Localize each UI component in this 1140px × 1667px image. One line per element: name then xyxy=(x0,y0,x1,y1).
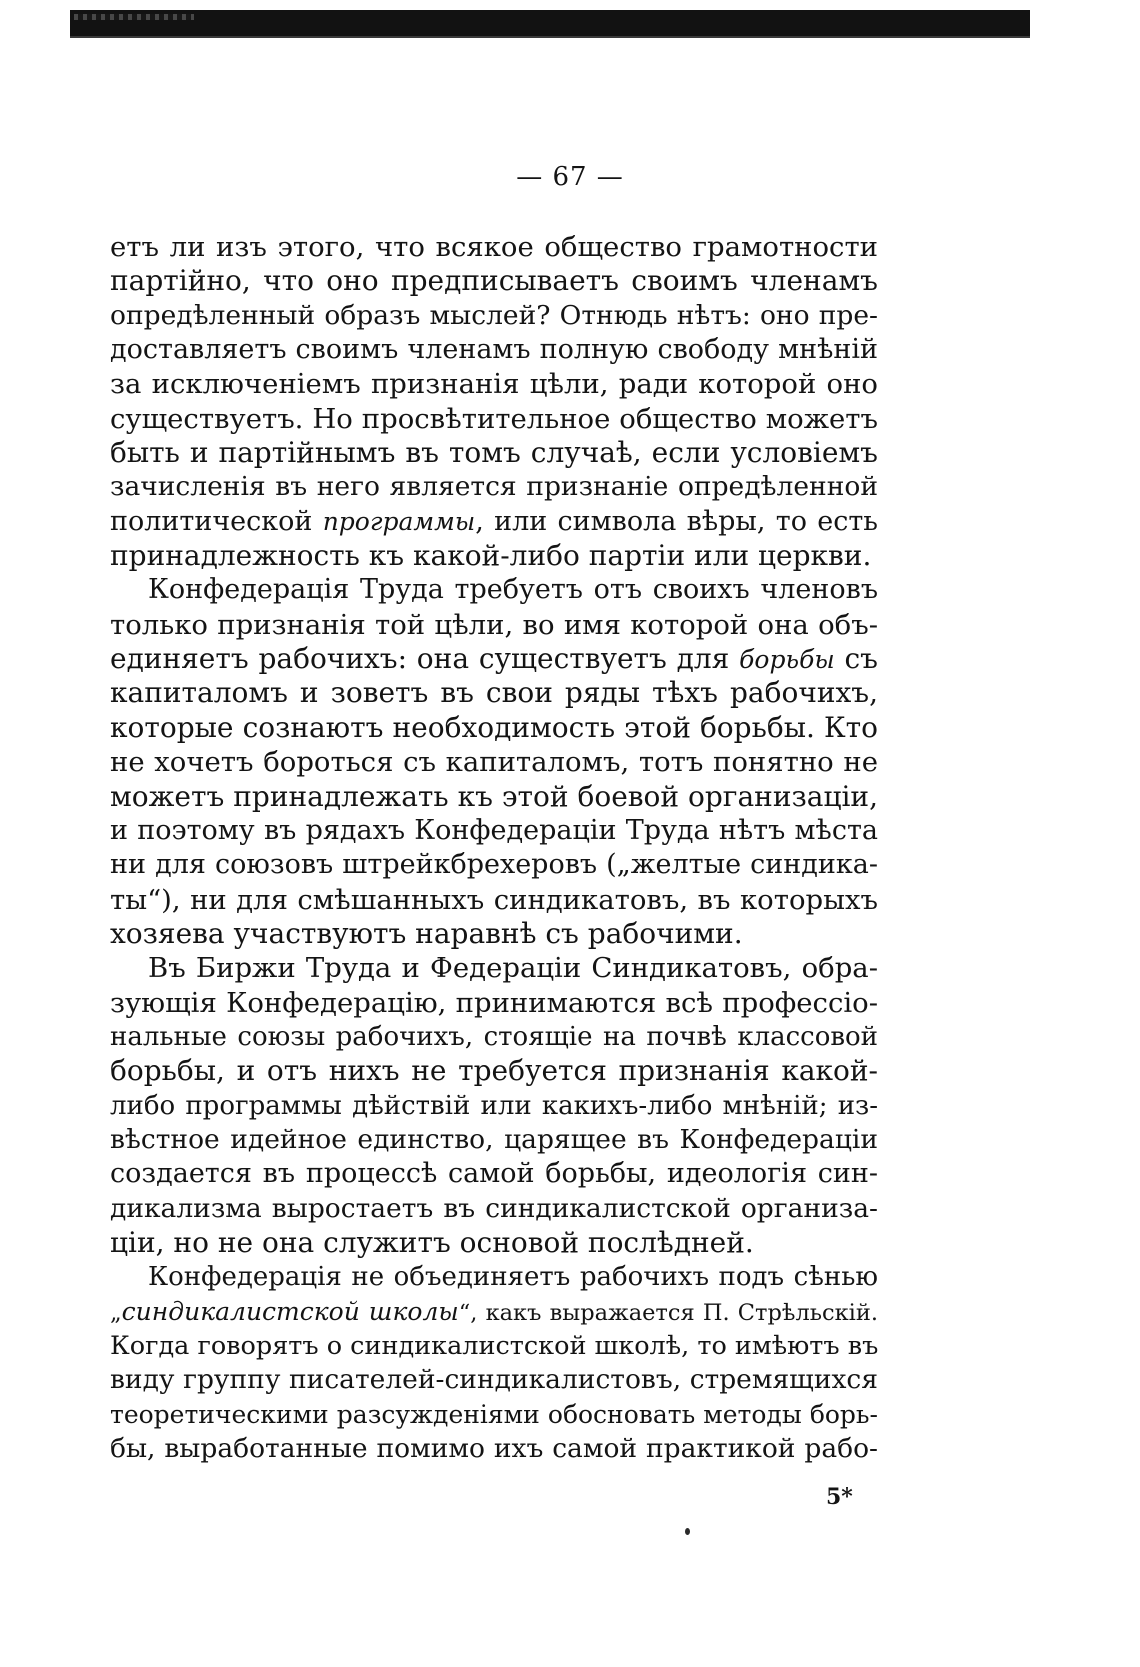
text-line: зующія Конфедерацію, принимаются всѣ профессіо- xyxy=(110,986,878,1019)
text-line: не хочетъ бороться съ капиталомъ, тотъ понятно не xyxy=(110,746,878,779)
text-line: единяетъ рабочихъ: она существуетъ для борьбы съ xyxy=(110,642,878,676)
scan-top-border xyxy=(70,10,1030,38)
text-line: Конфедерація не объединяетъ рабочихъ подъ сѣнью xyxy=(148,1262,878,1293)
text-line: ціи, но не она служитъ основой послѣдней. xyxy=(110,1225,754,1259)
printer-signature-mark: 5* xyxy=(826,1484,853,1510)
text-line: которые сознаютъ необходимость этой борьбы. Кто xyxy=(110,710,878,744)
text-line: либо программы дѣйствій или какихъ-либо мнѣній; из- xyxy=(110,1090,878,1121)
page-number: — 67 — xyxy=(516,162,624,192)
text-line: бы, выработанные помимо ихъ самой практикой рабо- xyxy=(110,1433,878,1465)
text-line: Конфедерація Труда требуетъ отъ своихъ членовъ xyxy=(148,574,878,606)
text-line: етъ ли изъ этого, что всякое общество грамотности xyxy=(110,231,878,263)
text-line: существуетъ. Но просвѣтительное общество можетъ xyxy=(110,402,878,435)
text-line: „синдикалистской школы“, какъ выражается П. Стрѣльскій. xyxy=(110,1296,878,1326)
text-line: борьбы, и отъ нихъ не требуется признанія какой- xyxy=(110,1054,878,1088)
italic-word: программы xyxy=(322,506,476,536)
text-line: быть и партійнымъ въ томъ случаѣ, если условіемъ xyxy=(110,436,878,470)
text-line: ты“), ни для смѣшанныхъ синдикатовъ, въ которыхъ xyxy=(110,883,878,916)
text-line: капиталомъ и зоветъ въ свои ряды тѣхъ рабочихъ, xyxy=(110,676,878,710)
text-line: вѣстное идейное единство, царящее въ Конфедераціи xyxy=(110,1123,878,1155)
text-line: дикализма выростаетъ въ синдикалистской организа- xyxy=(110,1192,878,1224)
text-line: партійно, что оно предписываетъ своимъ членамъ xyxy=(110,264,878,298)
text-line: зачисленія въ него является признаніе опредѣленной xyxy=(110,471,878,503)
text-line: за исключеніемъ признанія цѣли, ради которой оно xyxy=(110,368,878,401)
scan-speck xyxy=(685,1528,690,1535)
text-line: только признанія той цѣли, во имя которой она объ- xyxy=(110,608,878,641)
italic-word: борьбы xyxy=(739,645,835,675)
text-line: виду группу писателей-синдикалистовъ, стремящихся xyxy=(110,1364,878,1396)
text-line: политической программы, или символа вѣры, то есть xyxy=(110,505,878,537)
italic-word: синдикалистской школы xyxy=(121,1296,459,1326)
text-line: хозяева участвуютъ наравнѣ съ рабочими. xyxy=(110,916,743,950)
text-line: теоретическими разсужденіями обосновать методы борь- xyxy=(110,1399,878,1429)
text-line: Въ Биржи Труда и Федераціи Синдикатовъ, обра- xyxy=(148,952,878,985)
text-line: можетъ принадлежать къ этой боевой организаціи, xyxy=(110,779,878,813)
text-line: принадлежность къ какой-либо партіи или церкви. xyxy=(110,539,872,573)
text-line: и поэтому въ рядахъ Конфедераціи Труда нѣтъ мѣста xyxy=(110,814,878,846)
text-line: опредѣленный образъ мыслей? Отнюдь нѣтъ: оно пре- xyxy=(110,299,878,331)
text-line: ни для союзовъ штрейкбрехеровъ („желтые синдика- xyxy=(110,849,878,881)
text-line: Когда говорятъ о синдикалистской школѣ, то имѣютъ въ xyxy=(110,1331,878,1361)
text-line: нальные союзы рабочихъ, стоящіе на почвѣ классовой xyxy=(110,1021,878,1052)
body-text xyxy=(110,230,878,1466)
text-line: создается въ процессѣ самой борьбы, идеологія син- xyxy=(110,1158,878,1190)
scan-noise xyxy=(74,14,194,20)
text-line: доставляетъ своимъ членамъ полную свободу мнѣній xyxy=(110,334,878,366)
